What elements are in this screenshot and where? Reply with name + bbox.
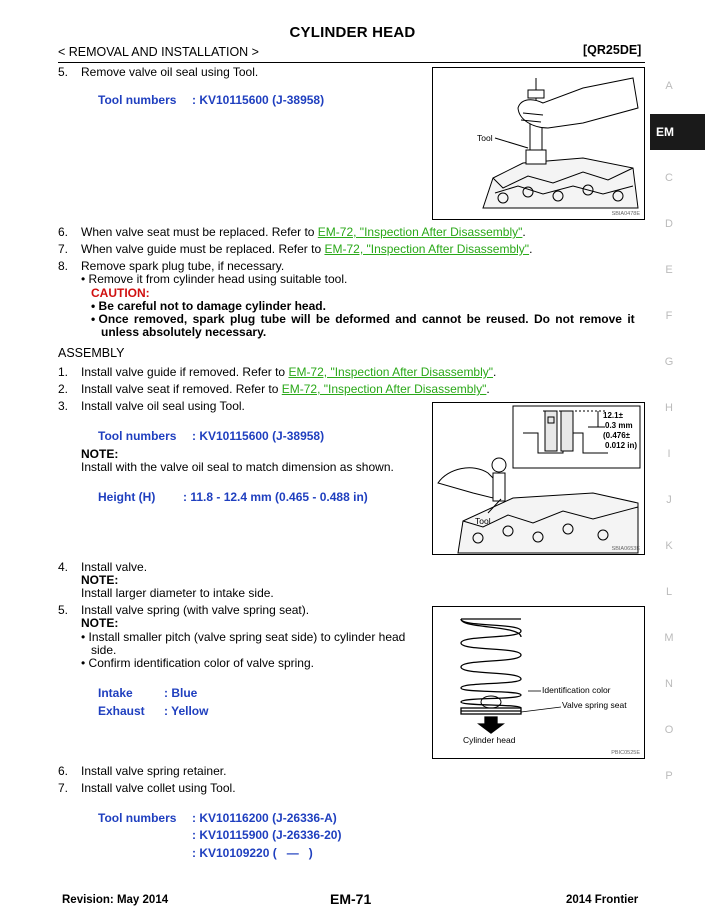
side-index-l[interactable]: L [665,586,673,598]
side-index-c[interactable]: C [665,172,673,184]
side-index-j[interactable]: J [666,494,672,506]
assembly-step-4 [58,560,148,574]
note-bullet-1-cont: side. [91,643,117,657]
figure-remove-oil-seal [432,67,645,220]
intake-value: : Blue [164,686,198,700]
figure-valve-spring [432,606,645,759]
assembly-step-7 [58,781,236,795]
step-text: When valve guide must be replaced. Refer to EM-72, "Inspection After Disassembly". [81,242,533,256]
figure-id: SBIA0478E [611,211,640,217]
side-index-h[interactable]: H [665,402,673,414]
step-number: 1. [58,365,69,379]
caution-item-2-cont: unless absolutely necessary. [101,325,267,339]
figure-id: PBIC0525E [611,750,640,756]
note-label: NOTE: [81,573,119,587]
assembly-step-5 [58,603,310,617]
figure-install-oil-seal [432,402,645,555]
step-number: 7. [58,781,69,795]
inspection-link[interactable]: EM-72, "Inspection After Disassembly" [317,225,523,239]
tool-numbers-label: Tool numbers [98,93,177,107]
step-text: When valve seat must be replaced. Refer to EM-72, "Inspection After Disassembly". [81,225,526,239]
removal-step-8 [58,259,285,273]
side-index-o[interactable]: O [664,724,674,736]
step-text: Install valve. [81,560,148,574]
step-text: Remove valve oil seal using Tool. [81,65,259,79]
exhaust-label: Exhaust [98,704,145,718]
side-index-a[interactable]: A [665,80,673,92]
note-bullet-2: • Confirm identification color of valve spring. [81,656,314,670]
step-number: 4. [58,560,69,574]
step-number: 8. [58,259,69,273]
caution-label: CAUTION: [91,286,150,300]
page-title: CYLINDER HEAD [289,24,416,41]
header-rule [58,62,645,63]
assembly-heading: ASSEMBLY [58,346,125,360]
side-index-g[interactable]: G [664,356,674,368]
assembly-step-3 [58,399,245,413]
side-index-n[interactable]: N [665,678,673,690]
model-code: [QR25DE] [583,43,642,57]
inspection-link[interactable]: EM-72, "Inspection After Disassembly" [324,242,530,256]
note-bullet-1: • Install smaller pitch (valve spring seat side) to cylinder head [81,630,406,644]
footer-vehicle: 2014 Frontier [566,894,639,906]
step-number: 5. [58,65,69,79]
step-number: 2. [58,382,69,396]
step-number: 6. [58,764,69,778]
height-value: : 11.8 - 12.4 mm (0.465 - 0.488 in) [183,490,368,504]
footer-page-number: EM-71 [330,891,372,907]
step-text: Install valve oil seal using Tool. [81,399,245,413]
removal-step-5 [58,66,438,79]
cylinder-head-tool-illustration [433,68,644,219]
side-index-k[interactable]: K [665,540,673,552]
caution-item-2: • Once removed, spark plug tube will be deformed and cannot be reused. Do not remove it [91,312,635,326]
valve-spring-seat-label: Valve spring seat [562,700,627,710]
step-text: Install valve guide if removed. Refer to EM-72, "Inspection After Disassembly". [81,365,497,379]
note-text: Install larger diameter to intake side. [81,586,274,600]
note-text: Install with the valve oil seal to match dimension as shown. [81,460,394,474]
step-number: 6. [58,225,69,239]
note-label: NOTE: [81,447,119,461]
assembly-step-2 [58,382,490,396]
step-text: Remove spark plug tube, if necessary. [81,259,285,273]
assembly-step-1 [58,365,497,379]
inspection-link[interactable]: EM-72, "Inspection After Disassembly" [281,382,487,396]
identification-color-label: Identification color [542,685,611,695]
tool-numbers-value-2: : KV10115900 (J-26336-20) [192,828,342,842]
side-index-d[interactable]: D [665,218,673,230]
intake-label: Intake [98,686,133,700]
step-text: Install valve spring retainer. [81,764,227,778]
exhaust-value: : Yellow [164,704,209,718]
step-text: Install valve seat if removed. Refer to EM-72, "Inspection After Disassembly". [81,382,490,396]
step-number: 7. [58,242,69,256]
removal-bullet: • Remove it from cylinder head using suitable tool. [81,272,348,286]
removal-step-6 [58,225,526,239]
section-subtitle: < REMOVAL AND INSTALLATION > [58,45,259,59]
side-index-em-active[interactable]: EM [650,114,705,150]
cylinder-head-label: Cylinder head [463,735,516,745]
tool-numbers-value: : KV10115600 (J-38958) [192,429,325,443]
caution-item-1: • Be careful not to damage cylinder head. [91,299,326,313]
note-label: NOTE: [81,616,119,630]
side-index-p[interactable]: P [665,770,673,782]
tool-numbers-label: Tool numbers [98,429,177,443]
removal-step-7 [58,242,533,256]
side-index-f[interactable]: F [665,310,673,322]
step-text: Install valve collet using Tool. [81,781,236,795]
step-text: Install valve spring (with valve spring seat). [81,603,310,617]
side-index-i[interactable]: I [667,448,671,460]
figure-id: SBIA0653E [611,546,640,552]
tool-numbers-value-1: : KV10116200 (J-26336-A) [192,811,337,825]
side-index-e[interactable]: E [665,264,673,276]
tool-numbers-value-3: : KV10109220 ( — ) [192,846,313,860]
figure-tool-label: Tool [475,516,491,526]
tool-numbers-value: : KV10115600 (J-38958) [192,93,325,107]
figure-tool-label: Tool [477,133,493,143]
assembly-step-6 [58,764,227,778]
dimension-label: 12.1± 0.3 mm (0.476± 0.012 in) [603,411,638,450]
side-index-m[interactable]: M [664,632,674,644]
inspection-link[interactable]: EM-72, "Inspection After Disassembly" [288,365,494,379]
footer-revision: Revision: May 2014 [62,894,169,906]
tool-numbers-label: Tool numbers [98,811,177,825]
step-number: 5. [58,603,69,617]
height-label: Height (H) [98,490,156,504]
step-number: 3. [58,399,69,413]
